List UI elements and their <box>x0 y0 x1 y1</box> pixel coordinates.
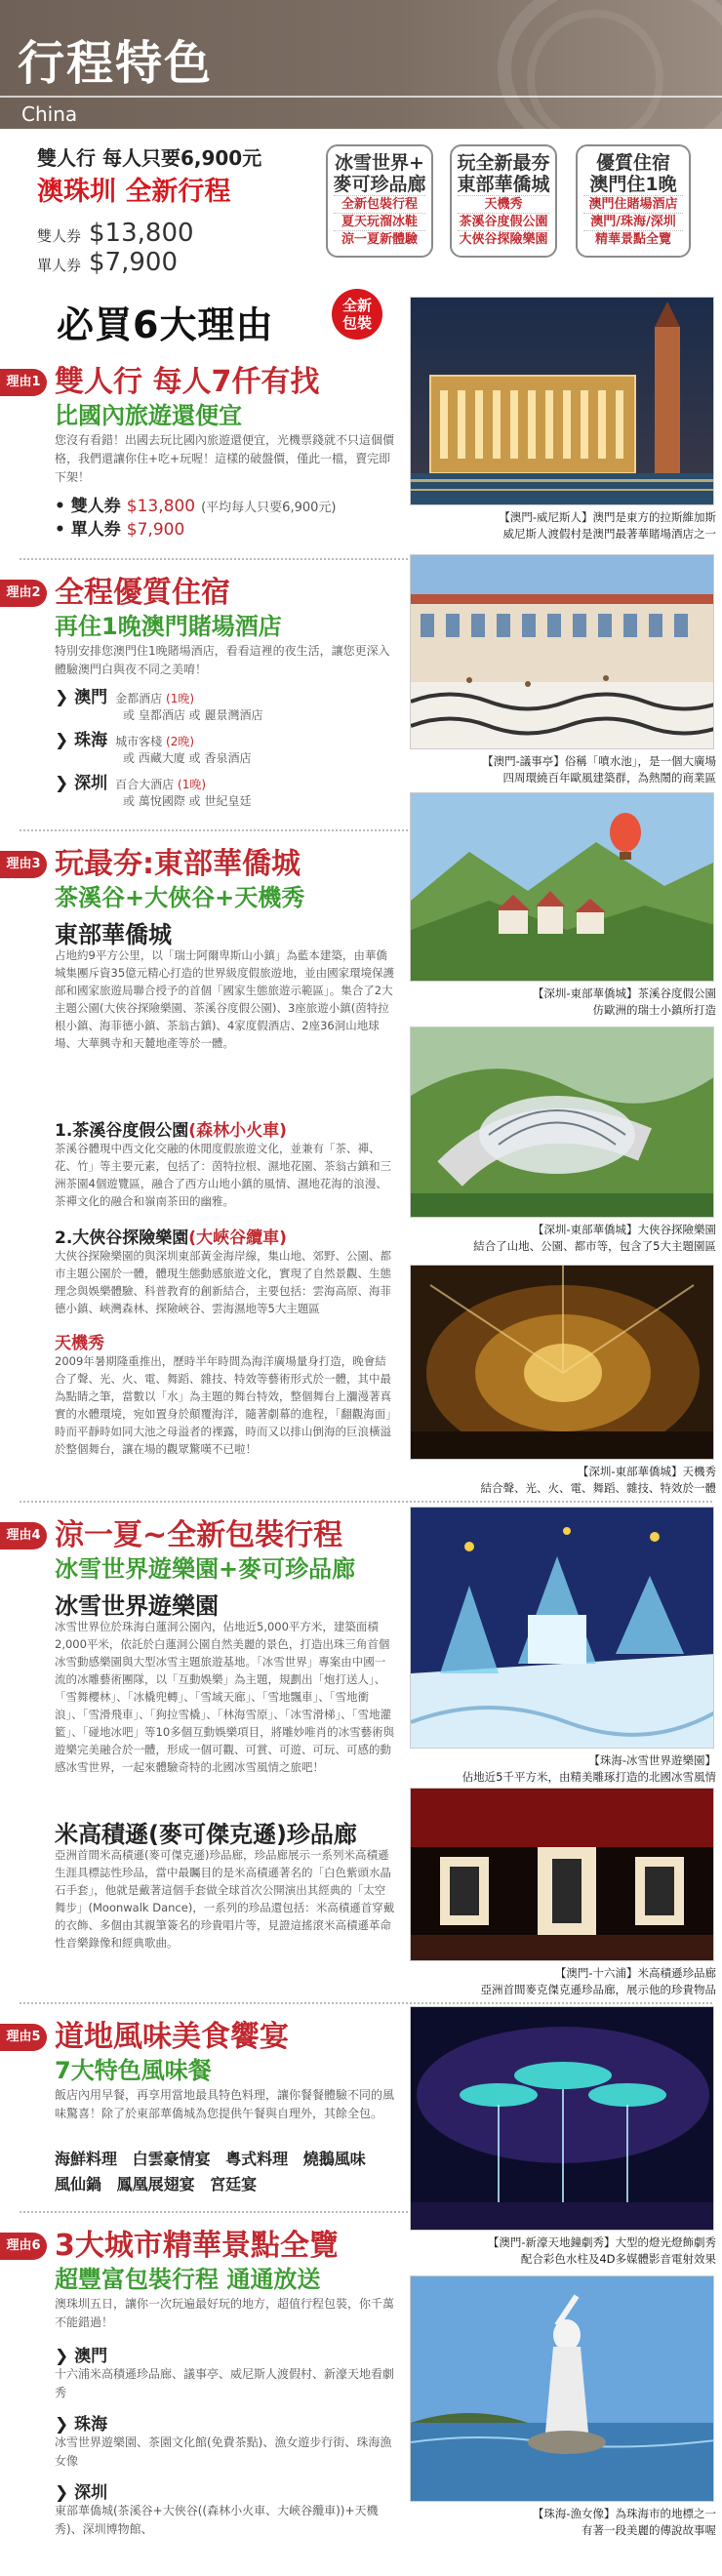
reason-subheading: 比國內旅遊還便宜 <box>55 402 242 429</box>
reason-subheading: 茶溪谷+大俠谷+天機秀 <box>55 884 305 911</box>
header-banner <box>0 0 722 129</box>
attraction-title: 東部華僑城 <box>55 921 172 948</box>
subtitle-note: (大峽谷纜車) <box>188 1228 287 1248</box>
photo-knight-valley <box>410 1026 714 1218</box>
caption-line: 【珠海-冰雪世界遊樂園】 <box>588 1753 716 1767</box>
double-ticket-price <box>37 219 194 248</box>
caption-line: 佔地近5千平方米，由精美雕琢打造的北國冰雪風情 <box>461 1770 716 1784</box>
attraction-body: 冰雪世界位於珠海白蓮洞公園內，佔地近5,000平方米，建築面積2,000平米，依託於白蓮洞公園自然美麗的景色，打造出珠三角首個冰雪動感樂園與大型冰雪主題旅遊基地。「冰雪世界」專案由中國一流的冰雕藝術團隊，以「互動娛樂」為主題，規劃出「炮打送人」、「雪舞櫻林」、「冰橇兜轉」、「雪域天廊」、「雪地飄車」、「雪地衝浪」、「雪滑飛車」、「狗拉雪橇」、「林海雪原」、「冰雪滑梯」、「雪地灌籃」、「碰地冰吧」等10多個互動娛樂項目，將雕妙唯肖的冰雪藝術與遊樂完美融合於一體，形成一個可觀、可賞、可遊、可玩、可感的動感冰雪世界，一起來體驗奇特的北國冰雪風情之旅吧！ <box>55 1620 395 1774</box>
city-itinerary-shenzhen: ❯ 深圳 <box>55 2483 108 2503</box>
photo-city-of-dreams <box>410 2006 714 2231</box>
city-hotel-macau: ❯ 澳門 金都酒店 (1晚) <box>55 688 195 707</box>
hotel-name <box>115 778 206 791</box>
tag-title: 東部華僑城 <box>457 174 550 195</box>
city-itinerary-text: 東部華僑城(茶溪谷+大俠谷((森林小火車、大峽谷纜車))+天機秀)、深圳博物館、 <box>55 2504 379 2536</box>
divider <box>20 1501 712 1503</box>
price-label: 單人券 <box>37 257 82 274</box>
divider <box>20 2002 712 2004</box>
hotel-name <box>115 692 194 705</box>
hotel-text: 城市客棧 <box>115 735 163 748</box>
badge-text: 全新 <box>341 297 372 314</box>
hotel-text: 百合大酒店 <box>115 778 175 791</box>
reason-body: 您沒有看錯！出國去玩比國內旅遊還便宜，光機票錢就不只這個價格，我們還讓你住+吃+玩喔！這樣的破盤價，僅此一檔，賣完即下架！ <box>55 433 395 484</box>
city-itinerary-zhuhai: ❯ 珠海 <box>55 2415 108 2435</box>
caption-line: 【深圳-東部華僑城】天機秀 <box>577 1465 716 1478</box>
city-name: 深圳 <box>74 774 108 793</box>
city-itinerary-macau: ❯ 澳門 <box>55 2347 108 2366</box>
city-name: 珠海 <box>74 2415 108 2435</box>
tag-title: 澳門住1晚 <box>589 174 677 195</box>
attraction-body: 占地約9平方公里，以「瑞士阿爾卑斯山小鎮」為藍本建築，由華僑城集團斥資35億元精心打造的世界級度假旅遊地，並由國家環境保護部和國家旅遊局聯合授予的首個「國家生態旅遊示範區」。集合了2大主題公園(大俠谷探險樂園、茶溪谷度假公園)、3座旅遊小鎮(茵特拉根小鎮、海菲德小鎮、茶翁古鎮)、4家度假酒店、2座36洞山地球場、大華興寺和天麓地產等於一體。 <box>55 948 395 1050</box>
tag-line: 全新包裝行程 <box>334 195 425 213</box>
hotel-alternates: 或 皇都酒店 或 麗景灣酒店 <box>123 708 263 722</box>
reason-tab: 理由5 <box>0 2024 47 2051</box>
price-note: (平均每人只要6,900元) <box>201 501 337 515</box>
single-ticket-price <box>37 248 178 277</box>
reason-tab: 理由1 <box>0 369 47 396</box>
hotel-name <box>115 735 194 748</box>
attraction-subtitle <box>55 1224 287 1248</box>
city-itinerary-text: 十六浦米高積遜珍品廊、議事亭、威尼斯人渡假村、新濠天地看劇秀 <box>55 2367 395 2399</box>
reason-heading: 雙人行 每人7仟有找 <box>55 365 320 399</box>
tag-line: 涼一夏新體驗 <box>334 230 425 248</box>
reason-heading: 全程優質住宿 <box>55 576 230 610</box>
reason-subheading: 冰雪世界遊樂園+麥可珍品廊 <box>55 1555 356 1583</box>
caption-line: 結合了山地、公園、都市等，包含了5大主題園區 <box>473 1239 716 1253</box>
caption-line: 四周環繞百年歐風建築群，為熱鬧的商業區 <box>502 771 716 785</box>
reason-tab: 理由3 <box>0 851 47 878</box>
photo-caption <box>410 1965 716 1998</box>
reason-tab: 理由4 <box>0 1522 47 1550</box>
photo-mj-gallery <box>410 1788 714 1961</box>
price-bullet: • 雙人券 $13,800 (平均每人只要6,900元) <box>55 497 337 516</box>
hotel-alternates: 或 西藏大廈 或 香泉酒店 <box>123 751 252 765</box>
caption-line: 威尼斯人渡假村是澳門最著華賭場酒店之一 <box>502 527 716 541</box>
price-label: 單人券 <box>70 520 121 540</box>
attraction-body: 大俠谷探險樂園的與深圳東部黃金海岸線，集山地、郊野、公園、都市主題公園於一體，體現生態動感旅遊文化，實現了自然景觀、生態理念與娛樂體驗、科普教育的創新結合，主要包括：雲海高原、海菲德小鎮、峽灣森林、探險峽谷、雲海濕地等5大主題區 <box>55 1249 391 1315</box>
feature-tag <box>450 144 557 258</box>
reason-body: 特別安排您澳門住1晚賭場酒店，看看這裡的夜生活，讓您更深入體驗澳門白與夜不同之美唷！ <box>55 644 390 676</box>
tag-line: 澳門住賭場酒店 <box>583 195 683 213</box>
nights-note: (1晚) <box>178 778 207 791</box>
city-name: 深圳 <box>74 2483 108 2503</box>
feature-tag <box>576 144 691 258</box>
tag-line: 大俠谷探險樂園 <box>459 232 548 247</box>
tag-title: 冰雪世界+ <box>335 152 424 174</box>
section-title: 必買6大理由 <box>57 303 274 346</box>
reason-subheading: 7大特色風味餐 <box>55 2057 212 2084</box>
price-label: 雙人券 <box>37 227 82 245</box>
tag-line: 茶溪谷度假公園 <box>459 215 548 229</box>
photo-sky-show <box>410 1265 714 1460</box>
divider <box>0 96 722 98</box>
food-list: 海鮮料理 白雲豪情宴 粵式料理 燒鵝風味 風仙鍋 鳳凰展翅宴 宮廷宴 <box>55 2150 366 2194</box>
caption-line: 仿歐洲的瑞士小鎮所打造 <box>592 1003 716 1017</box>
price-value: $13,800 <box>89 219 194 248</box>
price-value: $7,900 <box>89 248 178 277</box>
caption-line: 【澳門-威尼斯人】澳門是東方的拉斯維加斯 <box>499 510 716 524</box>
city-hotel-shenzhen: ❯ 深圳 百合大酒店 (1晚) <box>55 774 207 793</box>
photo-fisher-girl <box>410 2275 714 2502</box>
attraction-body: 亞洲首間米高積遜(麥可傑克遜)珍品廊，珍品廊展示一系列米高積遜生涯具標誌性珍品，當中最矚目的是米高積遜著名的「白色紫頭水晶石手套」，他就是戴著這個手套做全球首次公開演出其經典的「太空舞步」(Moonwalk Dance)，一系列的珍品還包括：米高積遜首穿戴的衣飾、多個由其親筆簽名的珍貴唱片等，見證這搖滾米高積遜革命性音樂錄像和經典歌曲。 <box>55 1848 395 1950</box>
feature-tag <box>326 144 433 258</box>
caption-line: 【澳門-議事亭】俗稱「噴水池」，是一個大廣場 <box>482 754 716 768</box>
promo-block <box>0 129 722 275</box>
caption-line: 配合彩色水柱及4D多媒體影音電射效果 <box>520 2252 716 2266</box>
new-package-badge <box>332 289 382 340</box>
attraction-subtitle <box>55 1116 287 1141</box>
photo-caption <box>410 753 716 786</box>
photo-caption <box>410 509 716 543</box>
reason-subheading: 超豐富包裝行程 通通放送 <box>55 2266 321 2293</box>
promo-headline: 澳珠圳 全新行程 <box>37 177 231 207</box>
price-value: $13,800 <box>126 497 196 516</box>
tag-title: 優質住宿 <box>595 152 670 174</box>
photo-caption <box>410 2234 716 2268</box>
photo-caption <box>410 986 716 1019</box>
photo-caption <box>410 1222 716 1255</box>
caption-line: 【澳門-新濠天地鐘劇秀】大型的燈光燈飾劇秀 <box>487 2235 716 2249</box>
page-title: 行程特色 <box>18 36 214 91</box>
subtitle-text: 2.大俠谷探險樂園 <box>55 1228 189 1248</box>
photo-caption <box>410 1464 716 1497</box>
promo-line: 雙人行 每人只要6,900元 <box>37 146 262 170</box>
attraction-title: 米高積遜(麥可傑克遜)珍品廊 <box>55 1821 357 1848</box>
city-itinerary-text: 冰雪世界遊樂園、茶園文化館(免費茶點)、漁女遊步行街、珠海漁女像 <box>55 2435 392 2468</box>
photo-venetian-macau <box>410 297 714 505</box>
price-label: 雙人券 <box>70 497 121 516</box>
caption-line: 【深圳-東部華僑城】茶溪谷度假公園 <box>532 986 716 1000</box>
nights-note: (1晚) <box>166 692 195 705</box>
reason-tab: 理由6 <box>0 2233 47 2260</box>
attraction-subtitle: 天機秀 <box>55 1334 104 1353</box>
city-name: 澳門 <box>74 2347 108 2366</box>
reason-subheading: 再住1晚澳門賭場酒店 <box>55 613 282 640</box>
reason-heading: 3大城市精華景點全覽 <box>55 2229 339 2263</box>
badge-text: 包裝 <box>341 314 372 332</box>
reason-heading: 道地風味美食饗宴 <box>55 2020 289 2054</box>
hotel-text: 金都酒店 <box>115 692 163 705</box>
hotel-alternates: 或 萬悅國際 或 世紀皇廷 <box>123 794 252 808</box>
attraction-title: 冰雪世界遊樂園 <box>55 1592 219 1620</box>
page-subtitle: China <box>21 102 78 126</box>
city-hotel-zhuhai: ❯ 珠海 城市客棧 (2晚) <box>55 731 195 750</box>
price-value: $7,900 <box>126 520 185 540</box>
photo-caption <box>410 2506 716 2539</box>
reason-heading: 玩最夯:東部華僑城 <box>55 847 301 881</box>
caption-line: 有著一段美麗的傳說故事喔 <box>582 2523 716 2537</box>
reason-tab: 理由2 <box>0 580 47 607</box>
tag-line: 夏天玩溜冰鞋 <box>334 213 425 230</box>
tag-line: 精華景點全覽 <box>583 230 683 248</box>
tag-line: 澳門/珠海/深圳 <box>583 213 683 230</box>
attraction-body: 2009年暑期隆重推出，歷時半年時間為海洋廣場量身打造，晚會結合了聲、光、火、電、舞蹈、雜技、特效等藝術形式於一體，其中最為點睛之筆，當數以「水」為主題的舞台特效，整個舞台上瀰漫著真實的水體環境，宛如置身於顛覆海洋，隨著劇幕的進程，「翻觀海面」時而平靜時如同大池之母溢者的裸露，時而又以排山倒海的巨浪橫溢於整個舞台，讓在場的觀眾驚嘆不已啦！ <box>55 1354 391 1456</box>
reason-body: 飯店內用早餐，再享用當地最具特色料理，讓你餐餐體驗不同的風味驚喜！除了於東部華僑城為您提供午餐與自理外，其餘全包。 <box>55 2088 395 2120</box>
tag-title: 麥可珍品廊 <box>333 174 426 195</box>
photo-tea-valley <box>410 792 714 982</box>
photo-ice-world <box>410 1507 714 1749</box>
city-name: 澳門 <box>74 688 108 707</box>
caption-line: 【珠海-漁女像】為珠海市的地標之一 <box>532 2507 716 2520</box>
photo-senado-square <box>410 554 714 749</box>
tag-line: 天機秀 <box>458 195 549 213</box>
city-name: 珠海 <box>74 731 108 750</box>
main-content <box>0 275 722 2576</box>
caption-line: 【澳門-十六浦】米高積遜珍品廊 <box>554 1966 716 1980</box>
caption-line: 【深圳-東部華僑城】大俠谷探險樂園 <box>532 1223 716 1236</box>
attraction-body: 茶溪谷體現中西文化交融的休閒度假旅遊文化，並兼有「茶、禪、花、竹」等主要元素，包括了：茵特拉根、濕地花園、茶翁古鎮和三洲茶園4個遊覽區，融合了西方山地小鎮的風情、濕地花海的浪漫、茶禪文化的融合和嶺南茶田的幽雅。 <box>55 1142 391 1208</box>
subtitle-note: (森林小火車) <box>188 1121 287 1141</box>
nights-note: (2晚) <box>166 735 195 748</box>
reason-heading: 涼一夏~全新包裝行程 <box>55 1518 343 1552</box>
photo-caption <box>410 1752 716 1786</box>
price-bullet: • 單人券 $7,900 <box>55 520 185 540</box>
subtitle-text: 1.茶溪谷度假公園 <box>55 1121 189 1141</box>
caption-line: 結合聲、光、火、電、舞蹈、雜技、特效於一體 <box>480 1481 716 1495</box>
tag-title: 玩全新最夯 <box>457 152 550 174</box>
caption-line: 亞洲首間麥克傑克遜珍品廊，展示他的珍貴物品 <box>480 1983 716 1996</box>
reason-body: 澳珠圳五日，讓你一次玩遍最好玩的地方，超值行程包裝，你千萬不能錯過！ <box>55 2297 395 2329</box>
